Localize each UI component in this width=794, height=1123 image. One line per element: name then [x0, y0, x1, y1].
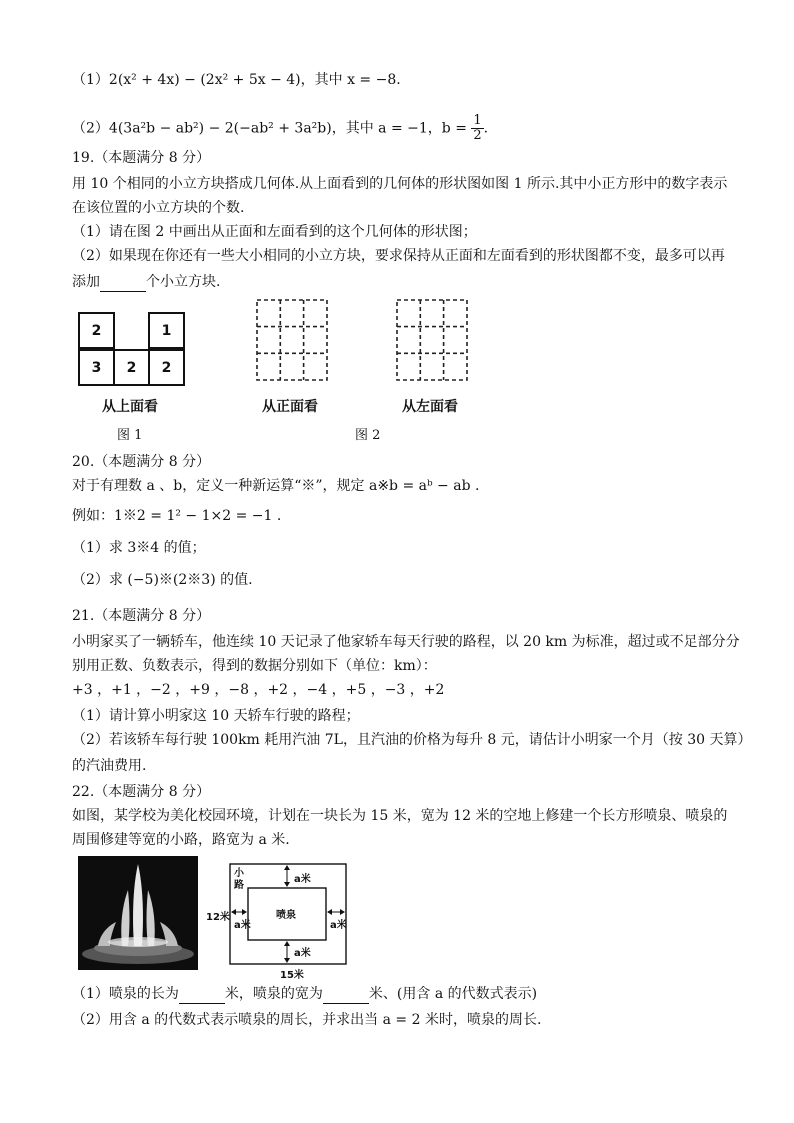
figure2-label: 图 2 — [355, 428, 381, 443]
label-a-top: a米 — [294, 874, 311, 885]
q18-part2-expression: 4(3a²b − ab²) − 2(−ab² + 3a²b) — [108, 120, 332, 137]
q19-part1: （1）请在图 2 中画出从正面和左面看到的这个几何体的形状图； — [72, 224, 477, 240]
caption-front-view: 从正面看 — [262, 399, 318, 415]
label-a-left: a米 — [234, 920, 251, 931]
q19-heading: 19.（本题满分 8 分） — [72, 150, 211, 166]
label-a-right: a米 — [330, 920, 347, 931]
q21-part1: （1）请计算小明家这 10 天轿车行驶的路程； — [72, 708, 360, 724]
q21-stem-line2: 别用正数、负数表示，得到的数据分别如下（单位：km）： — [72, 658, 437, 674]
grid-cell: 1 — [148, 312, 185, 349]
q21-heading: 21.（本题满分 8 分） — [72, 608, 211, 624]
q22-stem-line2: 周围修建等宽的小路，路宽为 a 米. — [72, 832, 290, 848]
fraction-one-half: $\frac{1}{2}$ — [473, 113, 482, 143]
caption-left-view: 从左面看 — [402, 399, 458, 415]
label-path: 小路 — [234, 868, 244, 891]
caption-top-view: 从上面看 — [102, 399, 158, 415]
label-length-15m: 15米 — [280, 970, 304, 981]
q22-heading: 22.（本题满分 8 分） — [72, 784, 211, 800]
q18-part1-expression: 2(x² + 4x) − (2x² + 5x − 4) — [108, 72, 301, 88]
q20-definition: 对于有理数 a 、b，定义一种新运算“※”，规定 a※b = aᵇ − ab . — [72, 478, 480, 494]
q19-stem-line2: 在该位置的小立方块的个数. — [72, 200, 245, 216]
answer-blank — [100, 277, 146, 292]
grid-cell: 2 — [78, 312, 115, 349]
q18-part2: （2）4(3a²b − ab²) − 2(−ab² + 3a²b)，其中 a = −1，b = $\frac{1}{2}$ . — [72, 113, 489, 143]
q19-part2-line2: 添加 个小立方块. — [72, 274, 221, 290]
grid-cell: 2 — [113, 349, 150, 386]
fountain-photo — [78, 856, 198, 970]
q20-part1: （1）求 3※4 的值； — [72, 540, 206, 556]
q22-stem-line1: 如图，某学校为美化校园环境，计划在一块长为 15 米，宽为 12 米的空地上修建一个长方形喷泉、喷泉的 — [72, 808, 728, 824]
grid-cell: 2 — [148, 349, 185, 386]
label-width-12m: 12米 — [206, 912, 230, 923]
front-view-dashed-grid — [256, 299, 328, 381]
label-fountain: 喷泉 — [276, 910, 296, 921]
q20-heading: 20.（本题满分 8 分） — [72, 454, 211, 470]
q21-data: +3 ，+1 ，−2 ，+9 ，−8 ，+2 ，−4 ，+5 ，−3 ，+2 — [72, 682, 445, 698]
q19-stem-line1: 用 10 个相同的小立方块搭成几何体.从上面看到的几何体的形状图如图 1 所示.其中小正方形中的数字表示 — [72, 176, 728, 192]
q20-example: 例如：1※2 = 1² − 1×2 = −1 . — [72, 508, 282, 524]
answer-blank — [323, 989, 369, 1004]
q21-stem-line1: 小明家买了一辆轿车，他连续 10 天记录了他家轿车每天行驶的路程，以 20 km 为标准，超过或不足部分分 — [72, 634, 740, 650]
q21-part2-line1: （2）若该轿车每行驶 100km 耗用汽油 7L，且汽油的价格为每升 8 元，请估计小明家一个月（按 30 天算） — [72, 732, 752, 748]
q21-part2-line2: 的汽油费用. — [72, 758, 147, 774]
label-a-bottom: a米 — [294, 948, 311, 959]
q22-part1: （1）喷泉的长为 米，喷泉的宽为 米、(用含 a 的代数式表示) — [72, 986, 538, 1002]
q20-part2: （2）求 (−5)※(2※3) 的值. — [72, 572, 253, 588]
grid-cell: 3 — [78, 349, 115, 386]
left-view-dashed-grid — [396, 299, 468, 381]
q22-part2: （2）用含 a 的代数式表示喷泉的周长，并求出当 a = 2 米时，喷泉的周长. — [72, 1012, 542, 1028]
q18-part1: （1）2(x² + 4x) − (2x² + 5x − 4)，其中 x = −8. — [72, 72, 401, 88]
q19-part2-line1: （2）如果现在你还有一些大小相同的小立方块，要求保持从正面和左面看到的形状图都不变，最多可以再 — [72, 248, 725, 264]
figure1-label: 图 1 — [117, 428, 143, 443]
answer-blank — [179, 989, 225, 1004]
